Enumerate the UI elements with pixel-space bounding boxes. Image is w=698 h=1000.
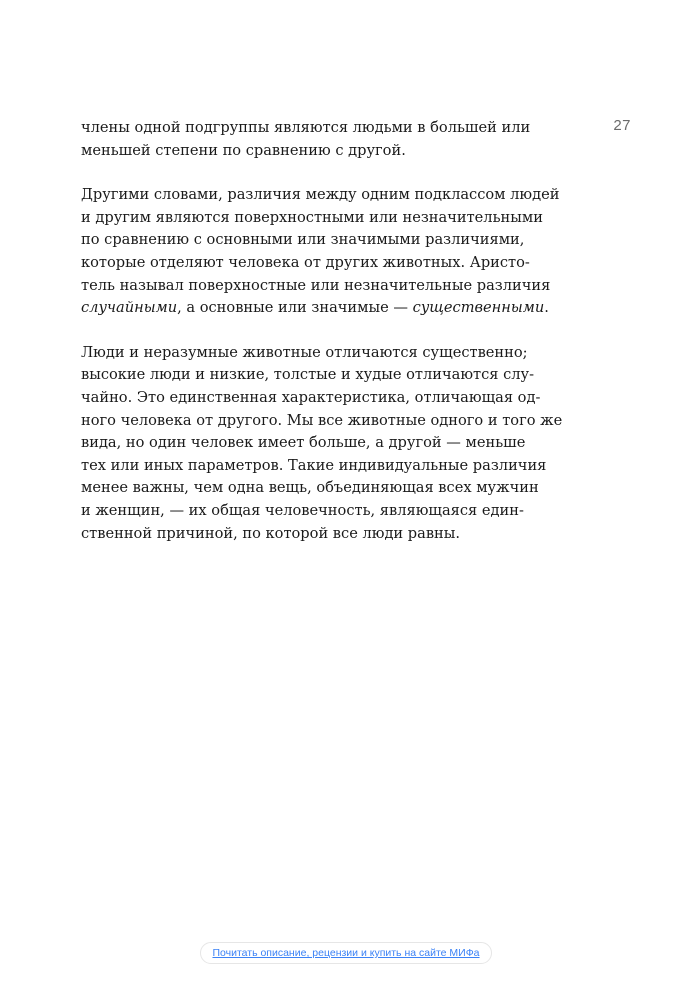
italic-term-accidental: случайными <box>81 299 178 317</box>
text-line: которые отделяют человека от других животных. Аристо- <box>81 253 530 271</box>
text-line: чайно. Это единственная характеристика, отличающая од- <box>81 388 541 406</box>
text-line: ственной причиной, по которой все люди равны. <box>81 524 461 542</box>
italic-term-essential: существенными <box>412 299 545 317</box>
body-text <box>81 117 563 567</box>
text-line: и женщин, — их общая человечность, являющаяся един- <box>81 501 524 519</box>
text-line: члены одной подгруппы являются людьми в большей или <box>81 119 531 136</box>
buy-on-mif-link[interactable]: Почитать описание, рецензии и купить на сайте МИФа <box>200 942 492 964</box>
text-fragment: . <box>544 299 549 317</box>
text-line: Люди и неразумные животные отличаются существенно; <box>81 343 528 361</box>
text-line: тель называл поверхностные или незначительные различия <box>81 276 551 294</box>
text-line: меньшей степени по сравнению с другой. <box>81 141 406 159</box>
text-fragment: , а основные или значимые — <box>177 299 413 317</box>
page-number: 27 <box>613 117 631 134</box>
text-line: тех или иных параметров. Такие индивидуальные различия <box>81 456 547 474</box>
text-line: по сравнению с основными или значимыми различиями, <box>81 231 525 249</box>
paragraph-1 <box>81 117 556 162</box>
text-line: высокие люди и низкие, толстые и худые отличаются слу- <box>81 366 535 384</box>
text-line: Другими словами, различия между одним подклассом людей <box>81 186 560 204</box>
text-line: и другим являются поверхностными или незначительными <box>81 208 543 226</box>
text-line-mixed <box>81 297 556 320</box>
paragraph-2 <box>81 184 560 320</box>
text-line: вида, но один человек имеет больше, а другой — меньше <box>81 434 526 452</box>
text-line: ного человека от другого. Мы все животные одного и того же <box>81 411 563 429</box>
text-line: менее важны, чем одна вещь, объединяющая всех мужчин <box>81 479 539 497</box>
paragraph-3 <box>81 342 563 545</box>
